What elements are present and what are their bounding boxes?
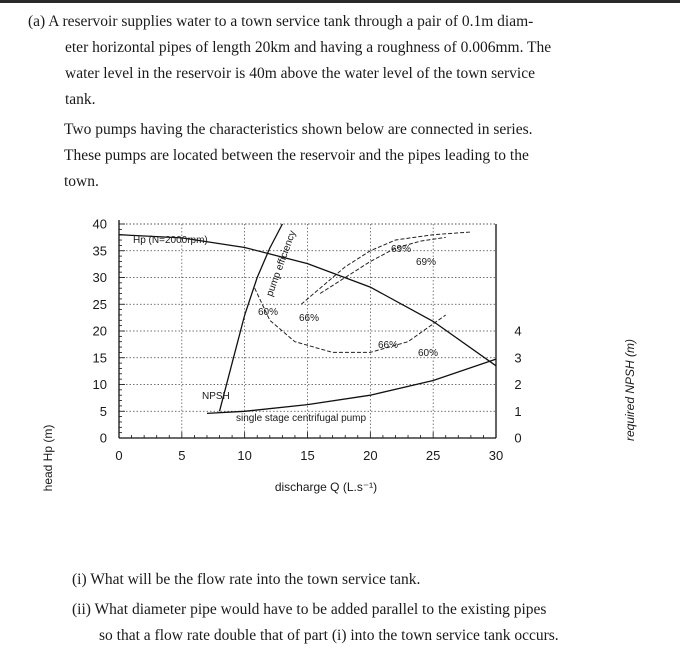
y-tick-label: 30	[92, 270, 107, 285]
problem-paragraph-2	[64, 117, 632, 195]
annotation-69-top: 69%	[391, 244, 412, 255]
x-tick-label: 10	[237, 448, 252, 463]
y-tick-label: 5	[99, 403, 107, 419]
x-tick-label: 0	[115, 448, 123, 463]
annotation-66-right: 66%	[378, 340, 399, 351]
annotation-60-left: 60%	[258, 307, 279, 318]
pump-characteristic-chart	[20, 200, 660, 500]
question-ii-line-1: (ii) What diameter pipe would have to be added parallel to the existing pipes	[72, 601, 547, 618]
annotation-pump-type: single stage centrifugal pump	[236, 413, 367, 424]
para2-line-1: Two pumps having the characteristics shown below are connected in series.	[64, 121, 533, 138]
para1-line-1: A reservoir supplies water to a town service tank through a pair of 0.1m diam-	[48, 13, 534, 30]
annotation-pump-efficiency: pump efficiency	[264, 229, 299, 299]
y-tick-label: 25	[92, 296, 107, 312]
efficiency-contour-66pct	[301, 232, 471, 304]
y2-tick-label: 0	[514, 430, 522, 446]
question-ii-line-2: so that a flow rate double that of part (i) into the town service tank occurs.	[99, 627, 559, 644]
y-tick-label: 15	[92, 350, 107, 366]
y-tick-label: 0	[99, 430, 107, 446]
chart-grid	[119, 224, 496, 438]
head-curve	[119, 235, 496, 366]
annotation-69-right: 69%	[416, 257, 437, 268]
annotation-npsh: NPSH	[202, 391, 230, 402]
para2-line-3: town.	[64, 173, 99, 190]
y-tick-label: 35	[92, 243, 107, 259]
part-label: (a)	[28, 13, 46, 30]
x-tick-label: 20	[363, 448, 378, 463]
chart-ticks	[93, 217, 522, 464]
x-axis-label: discharge Q (L.s⁻¹)	[274, 480, 378, 494]
npsh-curve	[207, 359, 496, 413]
annotation-hp: Hp (N=2000rpm)	[133, 235, 208, 246]
x-tick-label: 30	[488, 448, 504, 463]
x-tick-label: 5	[178, 448, 186, 463]
annotation-66-left: 66%	[299, 313, 320, 324]
x-tick-label: 15	[300, 448, 315, 463]
y2-tick-label: 3	[514, 350, 522, 366]
para1-line-4: tank.	[65, 91, 96, 108]
question-ii	[72, 597, 662, 649]
para1-line-3: water level in the reservoir is 40m above the water level of the town service	[65, 65, 535, 82]
y2-axis-label: required NPSH (m)	[623, 338, 637, 442]
para1-line-2: eter horizontal pipes of length 20km and having a roughness of 0.006mm. The	[65, 39, 552, 56]
para2-line-2: These pumps are located between the reservoir and the pipes leading to the	[64, 147, 529, 164]
problem-paragraph-1	[28, 9, 638, 113]
y2-tick-label: 4	[514, 323, 522, 339]
y-tick-label: 10	[92, 377, 107, 392]
efficiency-contour-60pct	[255, 288, 446, 352]
y2-tick-label: 1	[514, 403, 522, 419]
y-tick-label: 40	[92, 216, 107, 232]
y-tick-label: 20	[92, 323, 107, 339]
y-axis-label: head Hp (m)	[41, 424, 55, 492]
y2-tick-label: 2	[514, 377, 522, 392]
x-tick-label: 25	[425, 448, 441, 463]
question-i: (i) What will be the flow rate into the town service tank.	[72, 571, 421, 588]
top-rule	[0, 0, 680, 3]
annotation-60-right: 60%	[418, 348, 439, 359]
